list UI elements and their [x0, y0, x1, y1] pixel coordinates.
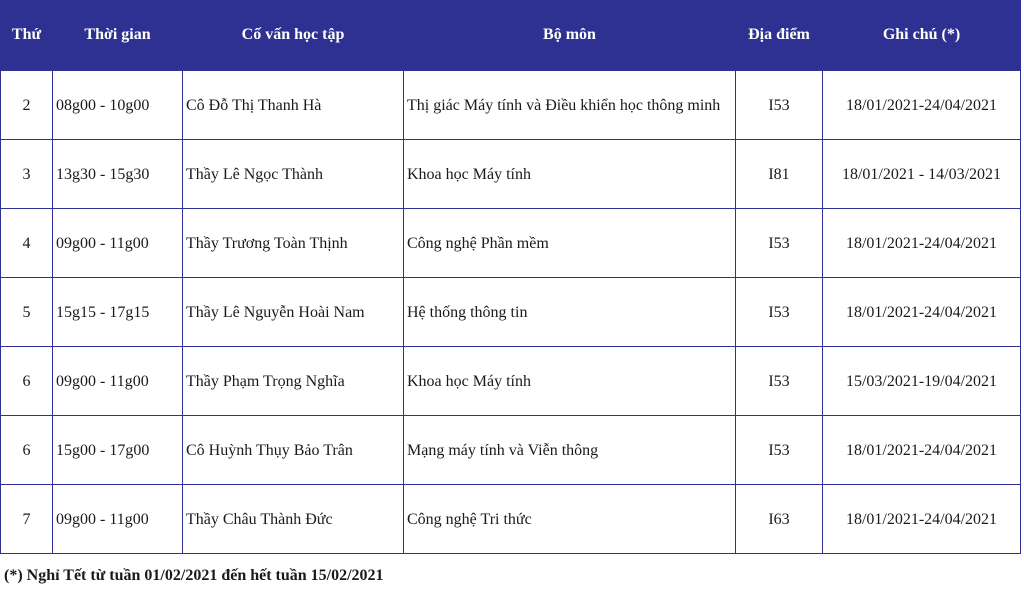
cell-dept: Công nghệ Tri thức [404, 485, 736, 554]
cell-time: 15g00 - 17g00 [53, 416, 183, 485]
cell-advisor: Thầy Trương Toàn Thịnh [183, 209, 404, 278]
cell-day: 6 [1, 416, 53, 485]
cell-time: 09g00 - 11g00 [53, 209, 183, 278]
table-row [1, 347, 1021, 416]
cell-room: I53 [736, 278, 823, 347]
cell-advisor: Thầy Lê Nguyễn Hoài Nam [183, 278, 404, 347]
cell-time: 08g00 - 10g00 [53, 71, 183, 140]
cell-note: 18/01/2021-24/04/2021 [823, 485, 1021, 554]
cell-room: I53 [736, 209, 823, 278]
cell-dept: Khoa học Máy tính [404, 140, 736, 209]
cell-room: I53 [736, 416, 823, 485]
cell-note: 18/01/2021-24/04/2021 [823, 209, 1021, 278]
cell-day: 5 [1, 278, 53, 347]
footnote: (*) Nghỉ Tết từ tuần 01/02/2021 đến hết tuần 15/02/2021 [4, 567, 384, 584]
cell-day: 3 [1, 140, 53, 209]
cell-time: 09g00 - 11g00 [53, 485, 183, 554]
table-row [1, 416, 1021, 485]
table-row [1, 209, 1021, 278]
cell-note: 18/01/2021 - 14/03/2021 [823, 140, 1021, 209]
header-note: Ghi chú (*) [823, 0, 1021, 71]
cell-note: 18/01/2021-24/04/2021 [823, 71, 1021, 140]
cell-advisor: Thầy Châu Thành Đức [183, 485, 404, 554]
cell-room: I53 [736, 347, 823, 416]
cell-dept: Công nghệ Phần mềm [404, 209, 736, 278]
cell-day: 4 [1, 209, 53, 278]
header-department: Bộ môn [404, 0, 736, 71]
cell-time: 15g15 - 17g15 [53, 278, 183, 347]
cell-day: 2 [1, 71, 53, 140]
cell-note: 18/01/2021-24/04/2021 [823, 278, 1021, 347]
cell-advisor: Cô Đỗ Thị Thanh Hà [183, 71, 404, 140]
cell-advisor: Thầy Lê Ngọc Thành [183, 140, 404, 209]
table-row [1, 140, 1021, 209]
header-location: Địa điểm [736, 0, 823, 71]
header-row [1, 0, 1021, 71]
header-time: Thời gian [53, 0, 183, 71]
cell-room: I63 [736, 485, 823, 554]
cell-day: 7 [1, 485, 53, 554]
cell-day: 6 [1, 347, 53, 416]
cell-dept: Hệ thống thông tin [404, 278, 736, 347]
table-row [1, 485, 1021, 554]
cell-advisor: Thầy Phạm Trọng Nghĩa [183, 347, 404, 416]
table-row [1, 71, 1021, 140]
cell-note: 15/03/2021-19/04/2021 [823, 347, 1021, 416]
header-day: Thứ [1, 0, 53, 71]
cell-time: 09g00 - 11g00 [53, 347, 183, 416]
cell-dept: Thị giác Máy tính và Điều khiển học thông minh [404, 71, 736, 140]
table-row [1, 278, 1021, 347]
header-advisor: Cố vấn học tập [183, 0, 404, 71]
cell-dept: Mạng máy tính và Viễn thông [404, 416, 736, 485]
cell-advisor: Cô Huỳnh Thụy Bảo Trân [183, 416, 404, 485]
cell-dept: Khoa học Máy tính [404, 347, 736, 416]
cell-room: I53 [736, 71, 823, 140]
cell-room: I81 [736, 140, 823, 209]
cell-time: 13g30 - 15g30 [53, 140, 183, 209]
cell-note: 18/01/2021-24/04/2021 [823, 416, 1021, 485]
